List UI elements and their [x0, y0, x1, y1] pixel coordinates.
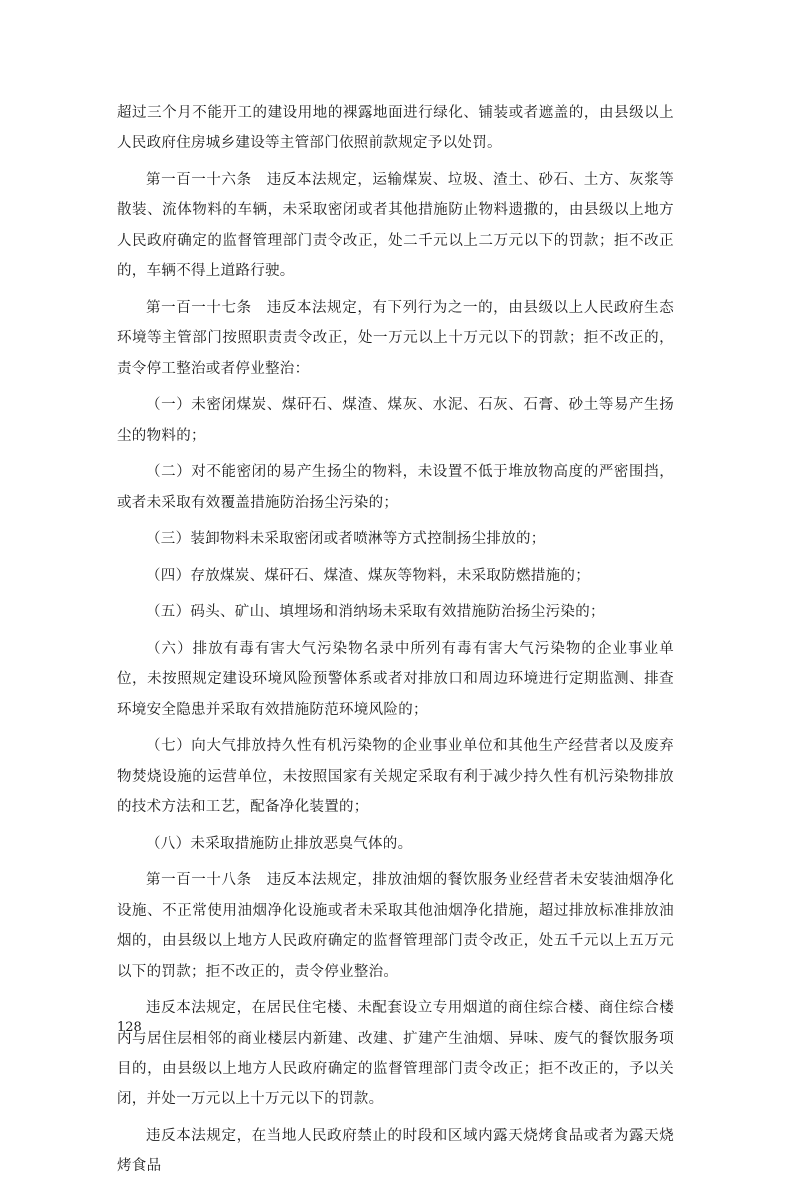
list-item-3: （三）装卸物料未采取密闭或者喷淋等方式控制扬尘排放的； — [146, 531, 546, 548]
list-item-7: （七）向大气排放持久性有机污染物的企业事业单位和其他生产经营者以及废弃物焚烧设施的运营单位，未按照国家有关规定采取有利于减少持久性有机污染物排放的技术方法和工艺，配备净化装置的； — [117, 738, 674, 816]
article-117: 第一百一十七条 违反本法规定，有下列行为之一的，由县级以上人民政府生态环境等主管部门按照职责责令改正，处一万元以上十万元以下的罚款；拒不改正的，责令停工整治或者停业整治： — [117, 299, 674, 377]
paragraph: 违反本法规定，在当地人民政府禁止的时段和区域内露天烧烤食品或者为露天烧烤食品 — [117, 1128, 674, 1175]
list-item-2: （二）对不能密闭的易产生扬尘的物料，未设置不低于堆放物高度的严密围挡，或者未采取有效覆盖措施防治扬尘污染的； — [117, 464, 674, 511]
article-118: 第一百一十八条 违反本法规定，排放油烟的餐饮服务业经营者未安装油烟净化设施、不正常使用油烟净化设施或者未采取其他油烟净化措施，超过排放标准排放油烟的，由县级以上地方人民政府确定的监督管理部门责令改正，处五千元以上五万元以下的罚款；拒不改正的，责令停业整治。 — [117, 872, 674, 980]
document-body — [117, 98, 674, 1188]
list-item-4: （四）存放煤炭、煤矸石、煤渣、煤灰等物料，未采取防燃措施的； — [146, 567, 590, 584]
list-item-8: （八）未采取措施防止排放恶臭气体的。 — [146, 835, 413, 852]
article-116: 第一百一十六条 违反本法规定，运输煤炭、垃圾、渣土、砂石、土方、灰浆等散装、流体物料的车辆，未采取密闭或者其他措施防止物料遗撒的，由县级以上地方人民政府确定的监督管理部门责令改正，处二千元以上二万元以下的罚款；拒不改正的，车辆不得上道路行驶。 — [117, 172, 674, 280]
page-number: 128 — [117, 1020, 142, 1035]
list-item-6: （六）排放有毒有害大气污染物名录中所列有毒有害大气污染物的企业事业单位，未按照规定建设环境风险预警体系或者对排放口和周边环境进行定期监测、排查环境安全隐患并采取有效措施防范环境风险的； — [117, 641, 674, 718]
list-item-5: （五）码头、矿山、填埋场和消纳场未采取有效措施防治扬尘污染的； — [146, 604, 605, 621]
paragraph: 超过三个月不能开工的建设用地的裸露地面进行绿化、铺装或者遮盖的，由县级以上人民政府住房城乡建设等主管部门依照前款规定予以处罚。 — [117, 105, 674, 152]
list-item-1: （一）未密闭煤炭、煤矸石、煤渣、煤灰、水泥、石灰、石膏、砂土等易产生扬尘的物料的； — [117, 397, 674, 444]
paragraph: 违反本法规定，在居民住宅楼、未配套设立专用烟道的商住综合楼、商住综合楼内与居住层相邻的商业楼层内新建、改建、扩建产生油烟、异味、废气的餐饮服务项目的，由县级以上地方人民政府确定的监督管理部门责令改正；拒不改正的，予以关闭，并处一万元以上十万元以下的罚款。 — [117, 1000, 674, 1108]
